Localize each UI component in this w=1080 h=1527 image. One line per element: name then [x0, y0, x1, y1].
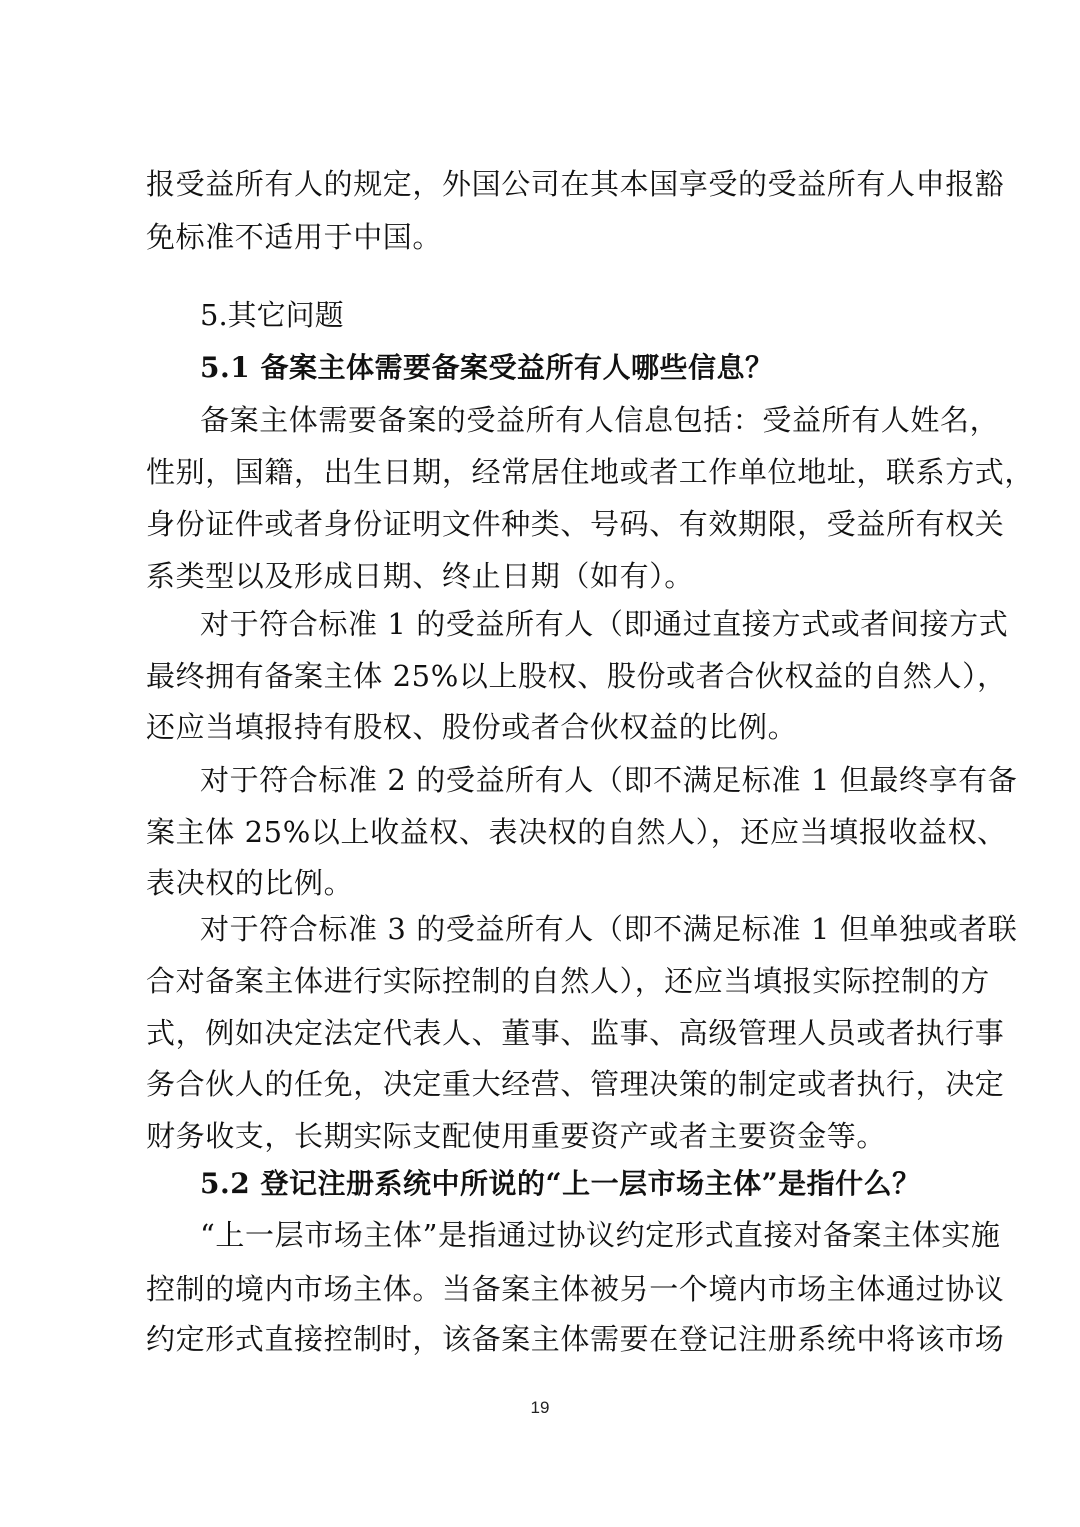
body-line: 最终拥有备案主体 25%以上股权、股份或者合伙权益的自然人），	[146, 659, 1007, 693]
question-heading: 5.2 登记注册系统中所说的“上一层市场主体”是指什么？	[200, 1167, 921, 1200]
body-line: 控制的境内市场主体。当备案主体被另一个境内市场主体通过协议	[146, 1272, 1005, 1306]
body-line: “上一层市场主体”是指通过协议约定形式直接对备案主体实施	[200, 1218, 1001, 1252]
body-line: 约定形式直接控制时，该备案主体需要在登记注册系统中将该市场	[146, 1322, 1005, 1356]
body-line: 免标准不适用于中国。	[146, 220, 443, 254]
question-heading: 5.1 备案主体需要备案受益所有人哪些信息？	[200, 351, 774, 384]
section-title: 5.其它问题	[200, 298, 344, 332]
body-line: 性别，国籍，出生日期，经常居住地或者工作单位地址，联系方式，	[146, 455, 1035, 489]
body-line: 式，例如决定法定代表人、董事、监事、高级管理人员或者执行事	[146, 1016, 1005, 1050]
body-line: 对于符合标准 3 的受益所有人（即不满足标准 1 但单独或者联	[200, 912, 1018, 946]
page-number: 19	[530, 1398, 550, 1417]
body-line: 案主体 25%以上收益权、表决权的自然人），还应当填报收益权、	[146, 815, 1007, 849]
body-line: 对于符合标准 2 的受益所有人（即不满足标准 1 但最终享有备	[200, 763, 1018, 797]
body-line: 对于符合标准 1 的受益所有人（即通过直接方式或者间接方式	[200, 607, 1009, 641]
body-line: 表决权的比例。	[146, 866, 354, 900]
body-line: 合对备案主体进行实际控制的自然人），还应当填报实际控制的方	[146, 964, 990, 998]
body-line: 身份证件或者身份证明文件种类、号码、有效期限，受益所有权关	[146, 507, 1005, 541]
body-line: 务合伙人的任免，决定重大经营、管理决策的制定或者执行，决定	[146, 1067, 1005, 1101]
body-line: 备案主体需要备案的受益所有人信息包括：受益所有人姓名，	[200, 403, 1000, 437]
body-line: 报受益所有人的规定，外国公司在其本国享受的受益所有人申报豁	[146, 167, 1005, 201]
body-line: 还应当填报持有股权、股份或者合伙权益的比例。	[146, 710, 798, 744]
body-line: 财务收支，长期实际支配使用重要资产或者主要资金等。	[146, 1119, 887, 1153]
body-line: 系类型以及形成日期、终止日期（如有）。	[146, 559, 694, 593]
